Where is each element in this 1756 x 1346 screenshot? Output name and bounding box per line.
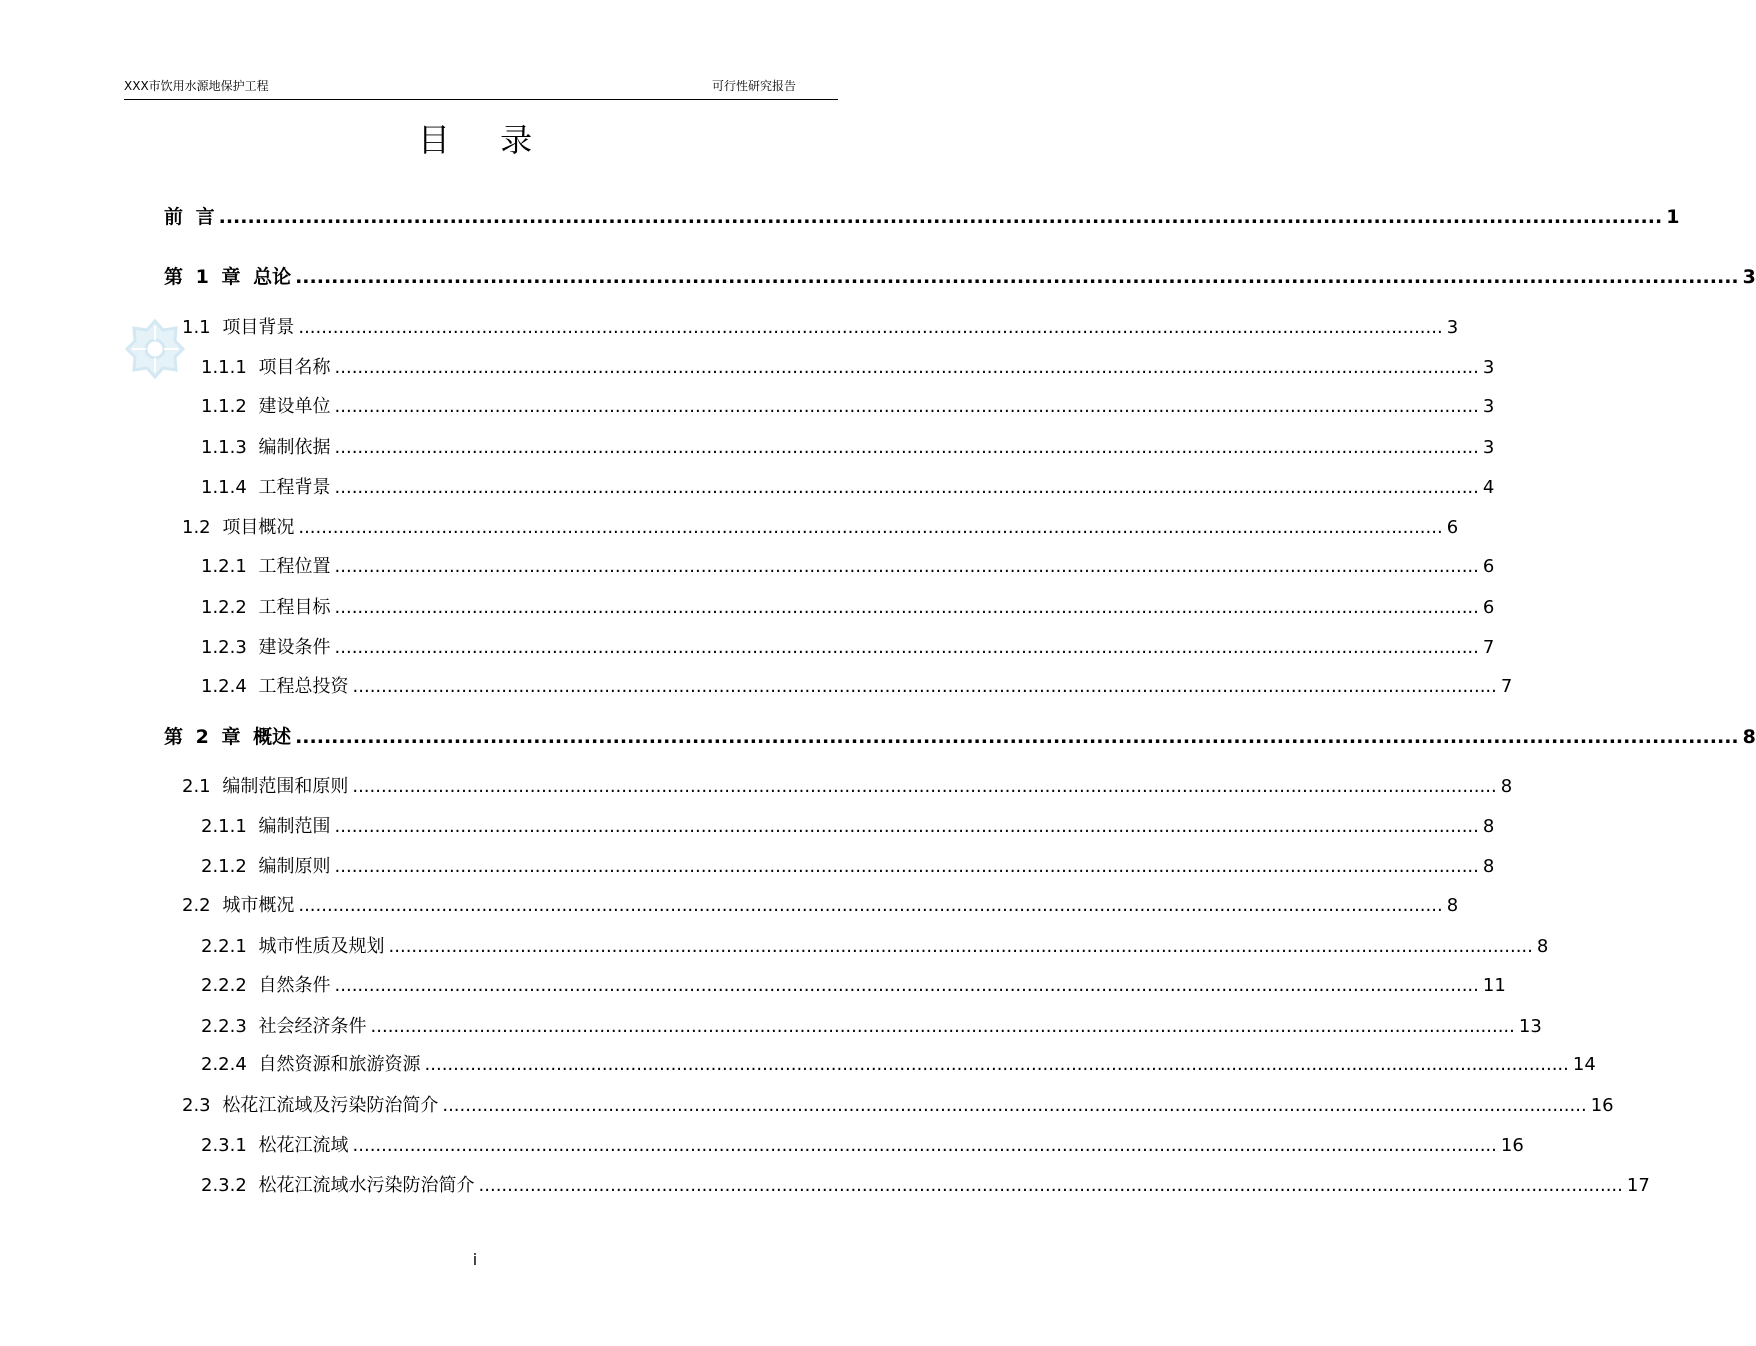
toc-dot-leader: ........................................................................................................................................................................................................ xyxy=(298,317,1443,338)
toc-entry[interactable] xyxy=(201,635,1495,661)
toc-entry-label: 1.1.4 工程背景 xyxy=(201,477,331,498)
snowflake-watermark-icon xyxy=(124,318,186,380)
toc-entry-label: 2.3 松花江流域及污染防治简介 xyxy=(182,1095,439,1116)
toc-dot-leader: ........................................................................................................................................................................................................ xyxy=(295,266,1739,288)
toc-entry-page: 3 xyxy=(1742,266,1756,288)
toc-entry-page: 3 xyxy=(1482,437,1495,458)
toc-entry-label: 2.2.3 社会经济条件 xyxy=(201,1016,367,1037)
running-header-report-type: 可行性研究报告 xyxy=(712,79,797,93)
toc-entry[interactable] xyxy=(201,1173,1650,1199)
toc-entry-page: 8 xyxy=(1446,895,1459,916)
toc-entry[interactable] xyxy=(201,394,1495,420)
toc-entry-label: 2.2.1 城市性质及规划 xyxy=(201,936,385,957)
toc-dot-leader: ........................................................................................................................................................................................................ xyxy=(334,396,1479,417)
toc-dot-leader: ........................................................................................................................................................................................................ xyxy=(352,776,1497,797)
toc-dot-leader: ........................................................................................................................................................................................................ xyxy=(334,637,1479,658)
toc-dot-leader: ........................................................................................................................................................................................................ xyxy=(218,206,1663,228)
toc-entry-page: 8 xyxy=(1742,726,1756,748)
toc-entry[interactable] xyxy=(201,1052,1596,1078)
toc-entry-label: 2.3.2 松花江流域水污染防治简介 xyxy=(201,1175,475,1196)
toc-entry-page: 8 xyxy=(1500,776,1513,797)
toc-entry-page: 3 xyxy=(1482,396,1495,417)
toc-entry-label: 2.2.4 自然资源和旅游资源 xyxy=(201,1054,421,1075)
toc-entry[interactable] xyxy=(182,315,1459,341)
toc-entry[interactable] xyxy=(182,515,1459,541)
toc-entry-label: 1.1.3 编制依据 xyxy=(201,437,331,458)
toc-entry[interactable] xyxy=(201,595,1495,621)
toc-entry-label: 2.3.1 松花江流域 xyxy=(201,1135,349,1156)
toc-entry[interactable] xyxy=(164,264,1756,290)
toc-dot-leader: ........................................................................................................................................................................................................ xyxy=(424,1054,1569,1075)
toc-entry[interactable] xyxy=(201,814,1495,840)
toc-entry[interactable] xyxy=(201,1133,1524,1159)
toc-entry[interactable] xyxy=(164,724,1756,750)
toc-title: 目 录 xyxy=(417,121,553,159)
toc-entry-page: 7 xyxy=(1482,637,1495,658)
toc-entry-label: 2.2 城市概况 xyxy=(182,895,295,916)
toc-entry-page: 17 xyxy=(1626,1175,1650,1196)
running-header-title: XXX市饮用水源地保护工程 xyxy=(124,79,269,93)
toc-entry[interactable] xyxy=(164,204,1680,230)
toc-entry-page: 1 xyxy=(1666,206,1680,228)
toc-entry[interactable] xyxy=(201,355,1495,381)
toc-dot-leader: ........................................................................................................................................................................................................ xyxy=(334,357,1479,378)
toc-entry-label: 2.1 编制范围和原则 xyxy=(182,776,349,797)
toc-entry-label: 1.2.4 工程总投资 xyxy=(201,676,349,697)
toc-entry-page: 11 xyxy=(1482,975,1506,996)
toc-dot-leader: ........................................................................................................................................................................................................ xyxy=(334,477,1479,498)
toc-entry-page: 13 xyxy=(1518,1016,1542,1037)
toc-entry-page: 8 xyxy=(1536,936,1549,957)
toc-entry-page: 3 xyxy=(1482,357,1495,378)
toc-dot-leader: ........................................................................................................................................................................................................ xyxy=(442,1095,1587,1116)
toc-entry-page: 14 xyxy=(1572,1054,1596,1075)
toc-entry-page: 6 xyxy=(1482,597,1495,618)
toc-dot-leader: ........................................................................................................................................................................................................ xyxy=(334,856,1479,877)
page-number: i xyxy=(472,1250,478,1269)
toc-entry-label: 1.2.1 工程位置 xyxy=(201,556,331,577)
toc-entry-label: 1.1 项目背景 xyxy=(182,317,295,338)
toc-entry-label: 1.1.2 建设单位 xyxy=(201,396,331,417)
header-divider xyxy=(124,99,838,100)
toc-entry[interactable] xyxy=(201,934,1549,960)
toc-dot-leader: ........................................................................................................................................................................................................ xyxy=(352,1135,1497,1156)
toc-entry-label: 前 言 xyxy=(164,206,215,228)
toc-entry-page: 3 xyxy=(1446,317,1459,338)
toc-entry-label: 第 1 章 总论 xyxy=(164,266,292,288)
toc-entry-page: 6 xyxy=(1482,556,1495,577)
toc-entry[interactable] xyxy=(201,674,1513,700)
toc-dot-leader: ........................................................................................................................................................................................................ xyxy=(352,676,1497,697)
toc-entry-page: 6 xyxy=(1446,517,1459,538)
toc-dot-leader: ........................................................................................................................................................................................................ xyxy=(370,1016,1515,1037)
toc-entry-page: 16 xyxy=(1500,1135,1524,1156)
toc-entry[interactable] xyxy=(201,554,1495,580)
toc-entry-label: 2.1.2 编制原则 xyxy=(201,856,331,877)
toc-entry-label: 1.2.3 建设条件 xyxy=(201,637,331,658)
toc-entry[interactable] xyxy=(201,973,1506,999)
toc-entry-label: 第 2 章 概述 xyxy=(164,726,292,748)
toc-dot-leader: ........................................................................................................................................................................................................ xyxy=(298,517,1443,538)
toc-entry-label: 2.2.2 自然条件 xyxy=(201,975,331,996)
toc-entry[interactable] xyxy=(201,435,1495,461)
toc-entry-page: 8 xyxy=(1482,856,1495,877)
toc-dot-leader: ........................................................................................................................................................................................................ xyxy=(478,1175,1623,1196)
toc-dot-leader: ........................................................................................................................................................................................................ xyxy=(334,437,1479,458)
toc-dot-leader: ........................................................................................................................................................................................................ xyxy=(334,556,1479,577)
toc-dot-leader: ........................................................................................................................................................................................................ xyxy=(295,726,1739,748)
toc-entry-page: 4 xyxy=(1482,477,1495,498)
toc-entry-label: 1.2 项目概况 xyxy=(182,517,295,538)
toc-dot-leader: ........................................................................................................................................................................................................ xyxy=(334,816,1479,837)
toc-entry-page: 16 xyxy=(1590,1095,1614,1116)
toc-entry[interactable] xyxy=(201,854,1495,880)
toc-dot-leader: ........................................................................................................................................................................................................ xyxy=(334,597,1479,618)
toc-entry-label: 1.1.1 项目名称 xyxy=(201,357,331,378)
toc-dot-leader: ........................................................................................................................................................................................................ xyxy=(334,975,1479,996)
toc-entry[interactable] xyxy=(182,1093,1614,1119)
toc-entry-page: 8 xyxy=(1482,816,1495,837)
toc-dot-leader: ........................................................................................................................................................................................................ xyxy=(298,895,1443,916)
toc-entry-label: 1.2.2 工程目标 xyxy=(201,597,331,618)
toc-entry-label: 2.1.1 编制范围 xyxy=(201,816,331,837)
toc-entry[interactable] xyxy=(182,893,1459,919)
toc-entry[interactable] xyxy=(201,1014,1542,1040)
toc-entry[interactable] xyxy=(182,774,1513,800)
toc-entry[interactable] xyxy=(201,475,1495,501)
toc-entry-page: 7 xyxy=(1500,676,1513,697)
toc-dot-leader: ........................................................................................................................................................................................................ xyxy=(388,936,1533,957)
